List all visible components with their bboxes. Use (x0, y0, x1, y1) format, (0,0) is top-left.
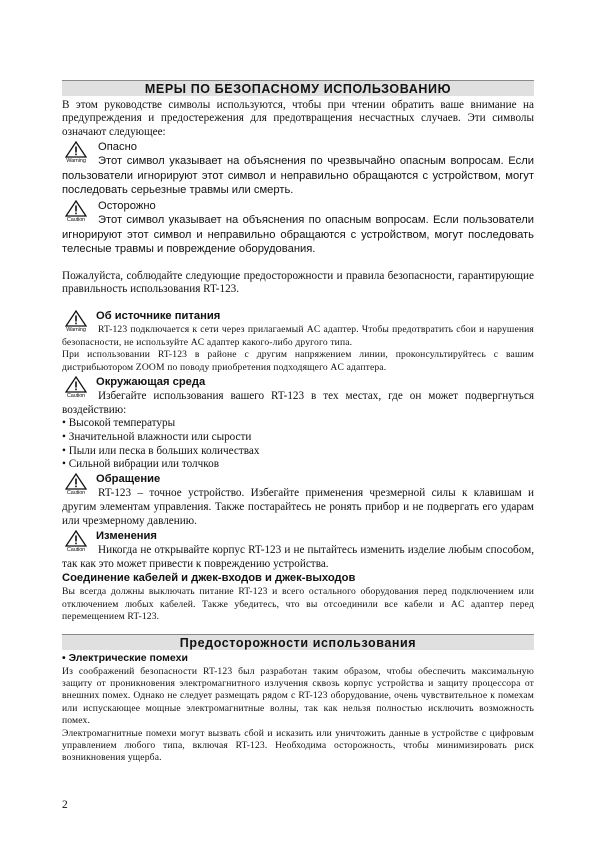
list-item: • Высокой температуры (62, 417, 176, 430)
careful-label: Осторожно (98, 200, 156, 213)
danger-block (62, 141, 534, 197)
precautions-subtitle: • Электрические помехи (62, 651, 188, 664)
cables-text: Вы всегда должны выключать питание RT-123 и всего остального оборудования перед подключением или отключением любых кабелей. Также убедитесь, что вы отсоединили все кабели и AC адаптер перед перемещением RT-123. (62, 586, 534, 623)
warning-triangle-icon (62, 310, 90, 333)
warning-caption: Warning (66, 327, 86, 334)
changes-text: Никогда не открывайте корпус RT-123 и не пытайтесь изменить изделие любым способом, так как это может привести к повреждению устройства. (62, 544, 534, 571)
caution-triangle-icon (62, 200, 90, 223)
environment-title: Окружающая среда (96, 376, 206, 389)
danger-label: Опасно (98, 141, 137, 154)
environment-block (62, 376, 534, 472)
safety-title: МЕРЫ ПО БЕЗОПАСНОМУ ИСПОЛЬЗОВАНИЮ (62, 80, 534, 96)
careful-text: Этот символ указывает на объяснения по опасным вопросам. Если пользователи игнорируют этот символ и неправильно обращаются с устройством, могут последовать телесные травмы и повреждение оборудования. (62, 214, 534, 256)
handling-block (62, 473, 534, 528)
environment-list (62, 417, 534, 472)
power-title: Об источнике питания (96, 310, 221, 323)
caution-triangle-icon (62, 376, 90, 399)
environment-text: Избегайте использования вашего RT-123 в тех местах, где он может подвергнуться воздействию: (62, 390, 534, 417)
power-text-2: При использовании RT-123 в районе с другим напряжением линии, проконсультируйтесь с вашим дистрибьютором ZOOM по поводу приобретения подходящего AC адаптера. (62, 349, 534, 373)
changes-title: Изменения (96, 530, 157, 543)
list-item: • Значительной влажности или сырости (62, 430, 252, 443)
precautions-title: Предосторожности использования (62, 634, 534, 650)
handling-title: Обращение (96, 473, 161, 486)
caution-caption: Caution (66, 490, 86, 497)
caution-caption: Caution (66, 217, 86, 224)
page-content (62, 80, 534, 765)
handling-text: RT-123 – точное устройство. Избегайте применения чрезмерной силы к клавишам и другим элементам управления. Также постарайтесь не ронять прибор и не подвергать его ударам или чрезмерному давлению. (62, 487, 534, 528)
caution-block (62, 200, 534, 256)
page-number: 2 (62, 799, 68, 811)
caution-caption: Caution (66, 393, 86, 400)
please-text: Пожалуйста, соблюдайте следующие предосторожности и правила безопасности, гарантирующие правильность использования RT-123. (62, 269, 534, 296)
power-text-1: RT-123 подключается к сети через прилагаемый AC адаптер. Чтобы предотвратить сбои и нарушения безопасности, не используйте AC адаптер какого-либо другого типа. (62, 324, 534, 348)
warning-triangle-icon (62, 141, 90, 164)
precautions-text-2: Электромагнитные помехи могут вызвать сбой и исказить или уничтожить данные в устройстве с цифровым управлением любого типа, включая RT-123. Необходима осторожность, чтобы минимизировать риск возникновения ущерба. (62, 727, 534, 764)
danger-text: Этот символ указывает на объяснения по чрезвычайно опасным вопросам. Если пользователи игнорируют этот символ и неправильно обращаются с устройством, могут последовать серьезные травмы или смерть. (62, 155, 534, 197)
list-item: • Сильной вибрации или толчков (62, 458, 219, 471)
changes-block (62, 530, 534, 571)
safety-intro: В этом руководстве символы используются, чтобы при чтении обратить ваше внимание на предупреждения и предостережения для предотвращения несчастных случаев. Эти символы означают следующее: (62, 99, 534, 138)
caution-triangle-icon (62, 530, 90, 553)
list-item: • Пыли или песка в больших количествах (62, 444, 260, 457)
caution-triangle-icon (62, 473, 90, 496)
cables-title: Соединение кабелей и джек-входов и джек-выходов (62, 572, 356, 585)
precautions-text-1: Из соображений безопасности RT-123 был разработан таким образом, чтобы обеспечить максимальную защиту от проникновения электромагнитного излучения сквозь корпус устройства и защиту процессора от внешних помех. Однако не следует размещать рядом с RT-123 оборудование, очень чувствительное к помехам или испускающее мощные электромагнитные волны, так как нельзя полностью исключить возможность помех. (62, 665, 534, 727)
power-block (62, 310, 534, 374)
warning-caption: Warning (66, 158, 86, 165)
caution-caption: Caution (66, 547, 86, 554)
